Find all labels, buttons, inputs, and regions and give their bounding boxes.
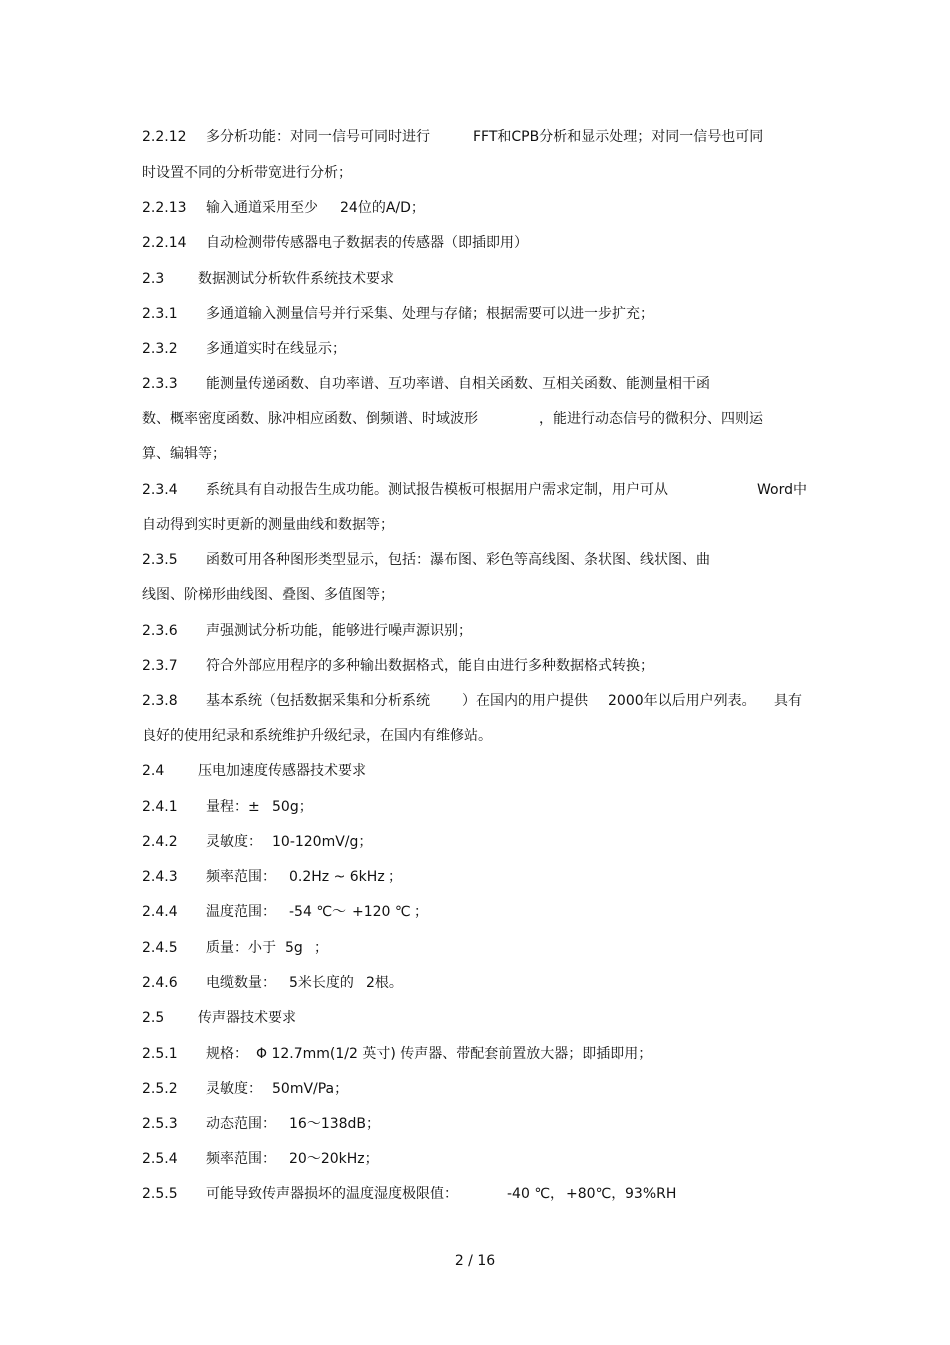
section-number: 2.5.1: [142, 1046, 178, 1062]
section-value: Φ 12.7mm(1/2 英寸) 传声器、带配套前置放大器；即插即用；: [256, 1046, 653, 1062]
section-text: ；: [314, 940, 328, 956]
section-value: 0.2Hz ~ 6kHz: [289, 869, 385, 885]
section-value: 93%RH: [625, 1186, 677, 1202]
section-text: 2000年以后用户列表。: [608, 693, 756, 709]
page-number: 2 / 16: [454, 1253, 496, 1269]
continuation-text: 时设置不同的分析带宽进行分析；: [142, 165, 352, 181]
section-text: 规格：: [206, 1046, 248, 1062]
section-title: 数据测试分析软件系统技术要求: [198, 271, 394, 287]
section-value: 10-120mV/g；: [272, 834, 373, 850]
section-text: ；: [388, 869, 402, 885]
section-text: 温度范围：: [206, 904, 276, 920]
section-value: 2根。: [366, 975, 403, 991]
section-text: 可能导致传声器损坏的温度湿度极限值：: [206, 1186, 458, 1202]
section-text: 24位的A/D；: [340, 200, 425, 216]
section-number: 2.4.4: [142, 904, 178, 920]
section-value: 50mV/Pa；: [272, 1081, 349, 1097]
section-text: 输入通道采用至少: [206, 200, 318, 216]
section-text: 多通道实时在线显示；: [206, 341, 346, 357]
continuation-text: 线图、阶梯形曲线图、叠图、多值图等；: [142, 587, 394, 603]
section-text: 声强测试分析功能，能够进行噪声源识别；: [206, 623, 472, 639]
section-text: 能测量传递函数、自功率谱、互功率谱、自相关函数、互相关函数、能测量相干函: [206, 376, 710, 392]
section-number: 2.3.5: [142, 552, 178, 568]
continuation-text: 良好的使用纪录和系统维护升级纪录，在国内有维修站。: [142, 728, 492, 744]
section-number: 2.3.4: [142, 482, 178, 498]
section-text: 符合外部应用程序的多种输出数据格式，能自由进行多种数据格式转换；: [206, 658, 654, 674]
section-value: 5米长度的: [289, 975, 354, 991]
section-value: 50g；: [272, 799, 313, 815]
section-number: 2.2.13: [142, 200, 187, 216]
section-text: 电缆数量：: [206, 975, 276, 991]
section-number: 2.4.2: [142, 834, 178, 850]
section-number: 2.3: [142, 271, 165, 287]
section-text: 多通道输入测量信号并行采集、处理与存储；根据需要可以进一步扩充；: [206, 306, 654, 322]
section-text: ）在国内的用户提供: [462, 693, 588, 709]
section-text: 系统具有自动报告生成功能。测试报告模板可根据用户需求定制，用户可从: [206, 482, 668, 498]
continuation-text: ，能进行动态信号的微积分、四则运: [539, 411, 763, 427]
section-number: 2.5.2: [142, 1081, 178, 1097]
section-text: 频率范围：: [206, 1151, 276, 1167]
section-number: 2.3.8: [142, 693, 178, 709]
section-number: 2.5.3: [142, 1116, 178, 1132]
section-value: -40 ℃，: [507, 1186, 565, 1202]
continuation-text: 数、概率密度函数、脉冲相应函数、倒频谱、时域波形: [142, 411, 478, 427]
continuation-text: 算、编辑等；: [142, 446, 226, 462]
section-number: 2.3.3: [142, 376, 178, 392]
section-value: -54 ℃～: [289, 904, 347, 920]
continuation-text: 自动得到实时更新的测量曲线和数据等；: [142, 517, 394, 533]
section-number: 2.3.7: [142, 658, 178, 674]
section-number: 2.4.3: [142, 869, 178, 885]
section-text: 函数可用各种图形类型显示，包括：瀑布图、彩色等高线图、条状图、线状图、曲: [206, 552, 710, 568]
section-number: 2.5.4: [142, 1151, 178, 1167]
section-title: 压电加速度传感器技术要求: [198, 763, 366, 779]
section-number: 2.3.2: [142, 341, 178, 357]
section-text: ；: [414, 904, 428, 920]
section-number: 2.4.5: [142, 940, 178, 956]
section-text: 多分析功能：对同一信号可同时进行: [206, 129, 430, 145]
section-number: 2.4: [142, 763, 165, 779]
section-text: 量程：±: [206, 799, 260, 815]
section-number: 2.3.1: [142, 306, 178, 322]
section-value: 16～138dB；: [289, 1116, 381, 1132]
section-text: 质量：小于: [206, 940, 276, 956]
section-number: 2.4.1: [142, 799, 178, 815]
section-text: FFT和CPB分析和显示处理；对同一信号也可同: [473, 129, 764, 145]
section-value: +80℃，: [566, 1186, 626, 1202]
section-number: 2.3.6: [142, 623, 178, 639]
section-text: 自动检测带传感器电子数据表的传感器（即插即用）: [206, 235, 528, 251]
section-number: 2.2.14: [142, 235, 187, 251]
section-text: 具有: [774, 693, 802, 709]
section-text: 动态范围：: [206, 1116, 276, 1132]
section-number: 2.5.5: [142, 1186, 178, 1202]
section-text: 灵敏度：: [206, 834, 262, 850]
section-value: +120 ℃: [352, 904, 411, 920]
section-text: Word中: [757, 482, 807, 498]
section-title: 传声器技术要求: [198, 1010, 296, 1026]
section-text: 频率范围：: [206, 869, 276, 885]
section-value: 20～20kHz；: [289, 1151, 379, 1167]
section-number: 2.4.6: [142, 975, 178, 991]
section-number: 2.2.12: [142, 129, 187, 145]
section-value: 5g: [285, 940, 303, 956]
section-text: 基本系统（包括数据采集和分析系统: [206, 693, 430, 709]
section-text: 灵敏度：: [206, 1081, 262, 1097]
section-number: 2.5: [142, 1010, 165, 1026]
